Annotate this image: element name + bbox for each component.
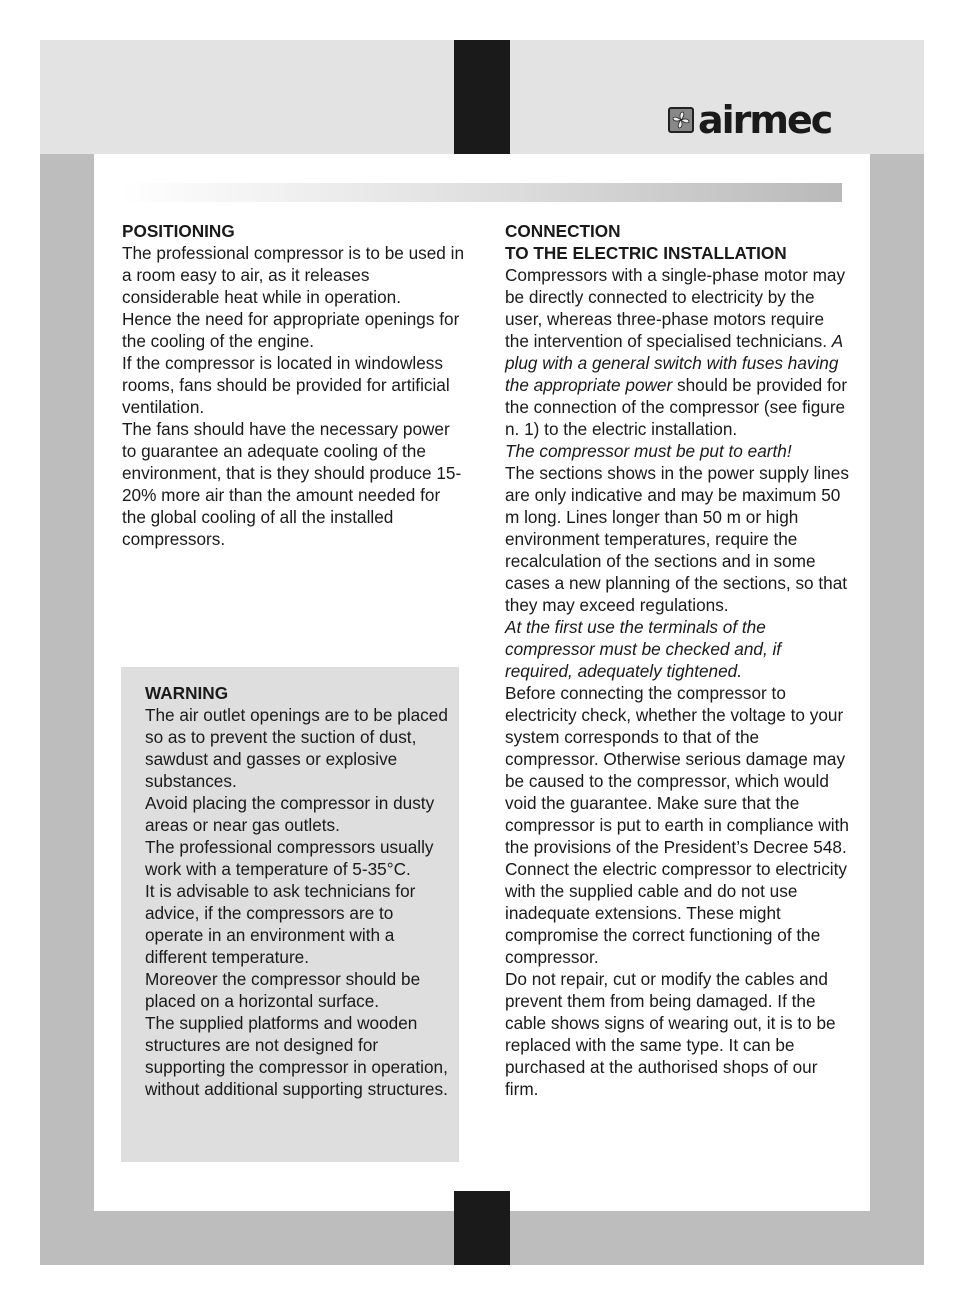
warning-paragraph: The supplied platforms and wooden structures are not designed for supporting the compressor in operation, without additional supporting structures. <box>145 1013 448 1099</box>
warning-heading: WARNING <box>145 683 229 703</box>
positioning-paragraph: The professional compressor is to be used in a room easy to air, as it releases considerable heat while in operation. <box>122 243 465 307</box>
positioning-heading: POSITIONING <box>122 221 235 241</box>
connection-paragraph: Do not repair, cut or modify the cables and prevent them from being damaged. If the cable shows signs of wearing out, it is to be replaced with the same type. It can be purchased at the authorised shops of our firm. <box>505 969 836 1099</box>
connection-section <box>505 220 850 1100</box>
warning-paragraph: It is advisable to ask technicians for advice, if the compressors are to operate in an environment with a different temperature. <box>145 881 416 967</box>
positioning-paragraph: The fans should have the necessary power to guarantee an adequate cooling of the environment, that is they should produce 15-20% more air than the amount needed for the global cooling of all the installed compressors. <box>122 419 462 549</box>
connection-paragraph <box>505 264 850 440</box>
warning-paragraph: The air outlet openings are to be placed so as to prevent the suction of dust, sawdust and gasses or explosive substances. <box>145 705 448 791</box>
top-black-tab <box>454 40 510 154</box>
connection-paragraph: The sections shows in the power supply lines are only indicative and may be maximum 50 m long. Lines longer than 50 m or high environment temperatures, require the recalculation of the sections and in some cases a new planning of the sections, so that they may exceed regulations. <box>505 463 849 615</box>
connection-paragraph <box>505 616 850 682</box>
positioning-paragraph: If the compressor is located in windowless rooms, fans should be provided for artificial ventilation. <box>122 353 450 417</box>
brand-wordmark: airmec <box>698 98 832 142</box>
section-divider-bar <box>120 183 842 202</box>
warning-paragraph: The professional compressors usually work with a temperature of 5-35°C. <box>145 837 434 879</box>
connection-paragraph: Connect the electric compressor to electricity with the supplied cable and do not use inadequate extensions. These might compromise the correct functioning of the compressor. <box>505 859 847 967</box>
connection-subheading: TO THE ELECTRIC INSTALLATION <box>505 243 787 263</box>
warning-paragraph: Moreover the compressor should be placed on a horizontal surface. <box>145 969 421 1011</box>
earth-warning: The compressor must be put to earth! <box>505 441 792 461</box>
connection-paragraph: Before connecting the compressor to electricity check, whether the voltage to your system corresponds to that of the compressor. Otherwise serious damage may be caused to the compressor, which would void the guarantee. Make sure that the compressor is put to earth in compliance with the provisions of the President’s Decree 548. <box>505 683 849 857</box>
bottom-black-tab <box>454 1191 510 1265</box>
fan-icon <box>668 107 694 133</box>
connection-text: Compressors with a single-phase motor may be directly connected to electricity by the user, whereas three-phase motors require the intervention of specialised technicians. <box>505 265 846 351</box>
terminals-warning: At the first use the terminals of the compressor must be checked and, if required, adequately tightened. <box>505 617 782 681</box>
connection-italic-text: A plug with a general switch with fuses having the appropriate power <box>505 331 843 395</box>
warning-paragraph: Avoid placing the compressor in dusty areas or near gas outlets. <box>145 793 435 835</box>
connection-paragraph <box>505 440 850 462</box>
warning-section <box>145 682 450 1100</box>
airmec-logo <box>668 98 832 142</box>
positioning-paragraph: Hence the need for appropriate openings for the cooling of the engine. <box>122 309 460 351</box>
positioning-section <box>122 220 467 550</box>
connection-heading: CONNECTION <box>505 221 621 241</box>
connection-text: should be provided for the connection of the compressor (see figure n. 1) to the electric installation. <box>505 375 848 439</box>
